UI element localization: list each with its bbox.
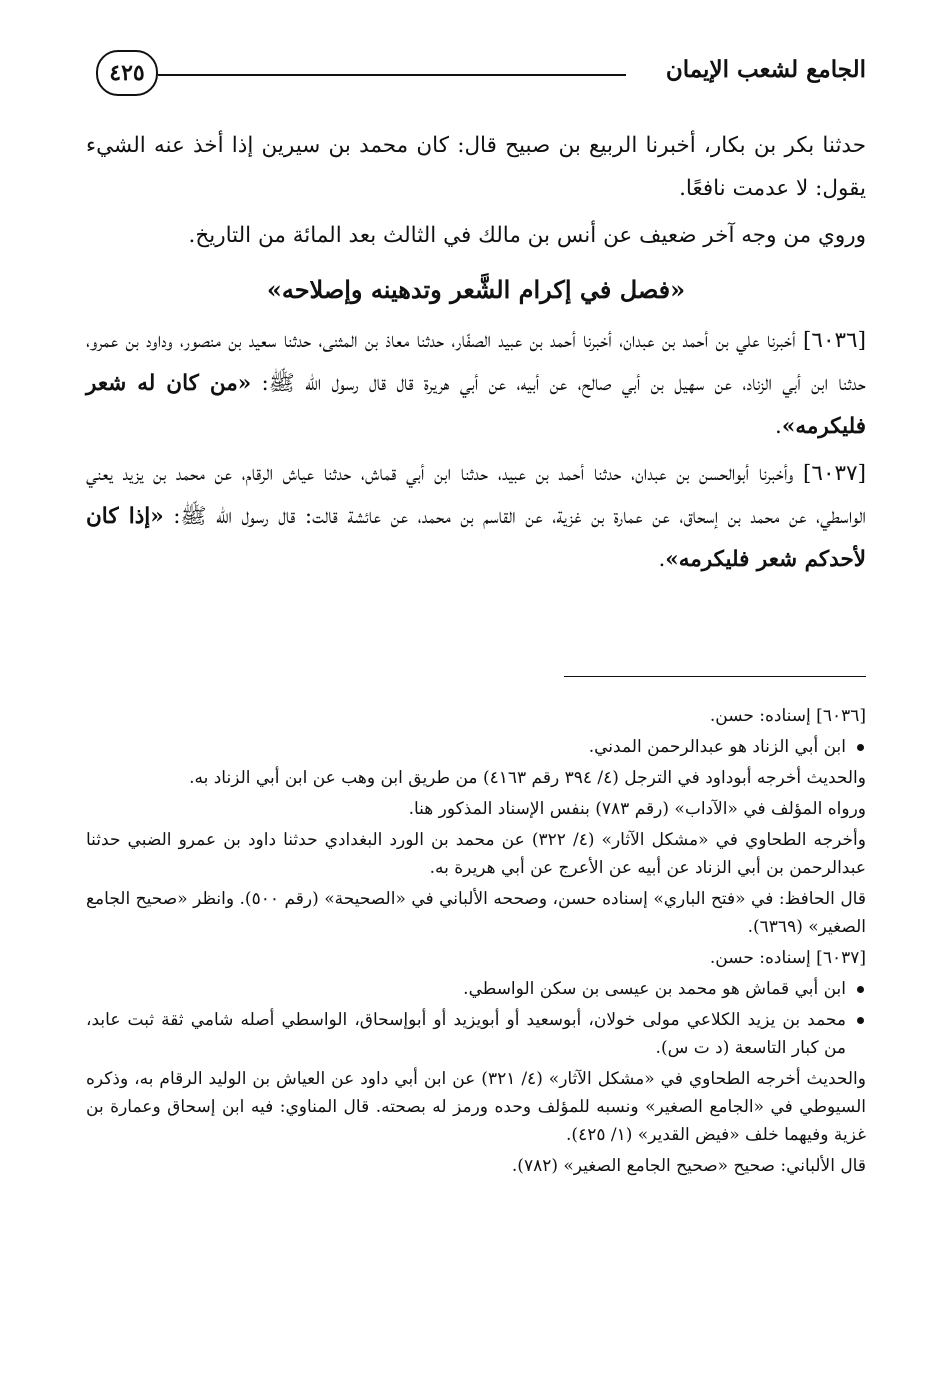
footnotes bbox=[86, 702, 866, 1183]
hadith-chain: وأخبرنا أبوالحسن بن عبدان، حدثنا أحمد بن عبيد، حدثنا ابن أبي قماش، حدثنا عياش الرقام، عن محمد بن يزيد يعني الواسطي، عن محمد بن إسحاق، عن عمارة بن غزية، عن القاسم بن محمد، عن عائشة قالت: قال رسول الله ﷺ: bbox=[86, 461, 866, 529]
hadith-end: . bbox=[658, 547, 666, 572]
hadith-chain: أخبرنا علي بن أحمد بن عبدان، أخبرنا أحمد بن عبيد الصفّار، حدثنا معاذ بن المثنى، حدثنا سعيد بن منصور، وداود بن عمرو، حدثنا ابن أبي الزناد، عن سهيل بن أبي صالح، عن أبيه، عن أبي هريرة قال قال رسول الله ﷺ: bbox=[86, 328, 866, 396]
header-rule bbox=[158, 74, 626, 76]
hadith-number: [٦٠٣٦] bbox=[803, 328, 866, 353]
hadith-number: [٦٠٣٧] bbox=[803, 461, 866, 486]
footnote-bullet: ابن أبي الزناد هو عبدالرحمن المدني. bbox=[86, 733, 866, 761]
hadith-end: . bbox=[775, 414, 782, 439]
hadith-quote: «من كان له شعر فليكرمه» bbox=[86, 371, 866, 439]
hadith-6037 bbox=[86, 452, 866, 581]
footnote-bullet: محمد بن يزيد الكلاعي مولى خولان، أبوسعيد أو أبويزيد أو أبوإسحاق، الواسطي أصله شامي ثقة ثبت عابد، من كبار التاسعة (د ت س). bbox=[86, 1006, 866, 1062]
paragraph: وروي من وجه آخر ضعيف عن أنس بن مالك في الثالث بعد المائة من التاريخ. bbox=[188, 223, 866, 248]
footnote-divider bbox=[564, 676, 866, 677]
section-heading: «فصل في إكرام الشَّعر وتدهينه وإصلاحه» bbox=[266, 275, 686, 304]
running-title: الجامع لشعب الإيمان bbox=[665, 56, 866, 83]
footnote: قال الألباني: صحيح «صحيح الجامع الصغير» (٧٨٢). bbox=[511, 1156, 866, 1176]
hadith-quote: «إذا كان لأحدكم شعر فليكرمه» bbox=[86, 504, 866, 572]
footnote: ورواه المؤلف في «الآداب» (رقم ٧٨٣) بنفس الإسناد المذكور هنا. bbox=[408, 799, 866, 819]
footnote: وأخرجه الطحاوي في «مشكل الآثار» (٤/ ٣٢٢) عن محمد بن الورد البغدادي حدثنا داود بن عمرو الضبي حدثنا عبدالرحمن بن أبي الزناد عن أبيه عن الأعرج عن أبي هريرة به. bbox=[86, 830, 866, 878]
main-text bbox=[86, 124, 866, 585]
page-header bbox=[88, 40, 866, 110]
footnote-bullet: ابن أبي قماش هو محمد بن عيسى بن سكن الواسطي. bbox=[86, 975, 866, 1003]
hadith-6036 bbox=[86, 319, 866, 448]
paragraph: حدثنا بكر بن بكار، أخبرنا الربيع بن صبيح قال: كان محمد بن سيرين إذا أخذ عنه الشيء يقول: لا عدمت نافعًا. bbox=[86, 133, 866, 201]
page-number: ٤٢٥ bbox=[96, 50, 158, 96]
footnote: [٦٠٣٧] إسناده: حسن. bbox=[709, 948, 866, 968]
footnote: والحديث أخرجه الطحاوي في «مشكل الآثار» (٤/ ٣٢١) عن ابن أبي داود عن العياش بن الوليد الرقام به، وذكره السيوطي في «الجامع الصغير» ونسبه للمؤلف وحده ورمز له بصحته. قال المناوي: فيه ابن إسحاق وعمارة بن غزية وفيهما خلف «فيض القدير» (١/ ٤٢٥). bbox=[86, 1069, 866, 1145]
footnote: قال الحافظ: في «فتح الباري» إسناده حسن، وصححه الألباني في «الصحيحة» (رقم ٥٠٠). وانظر «صحيح الجامع الصغير» (٦٣٦٩). bbox=[86, 889, 866, 937]
footnote: [٦٠٣٦] إسناده: حسن. bbox=[709, 706, 866, 726]
footnote: والحديث أخرجه أبوداود في الترجل (٤/ ٣٩٤ رقم ٤١٦٣) من طريق ابن وهب عن ابن أبي الزناد به. bbox=[189, 768, 866, 788]
